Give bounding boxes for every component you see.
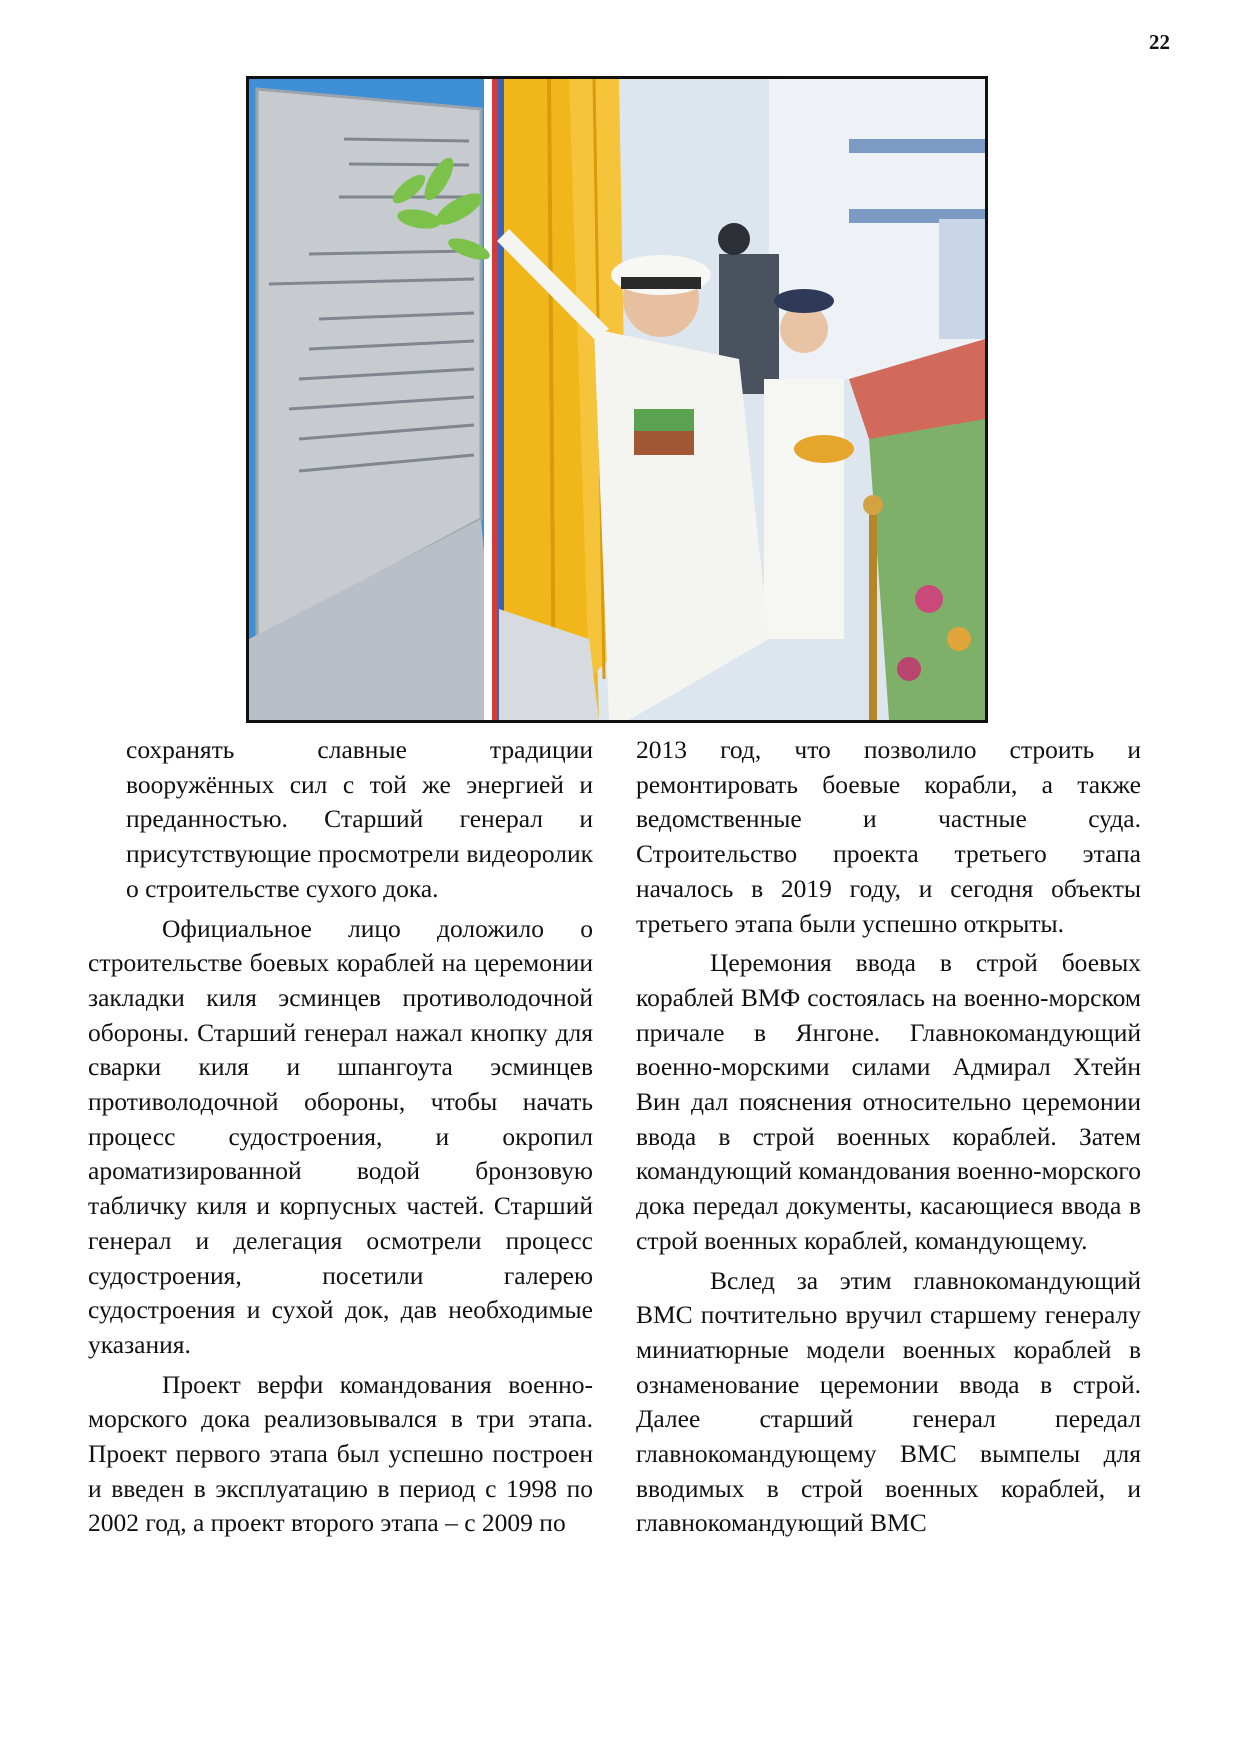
photo-ceremony [246, 76, 988, 723]
paragraph: Официальное лицо доложило о строительстве боевых кораблей на церемонии закладки киля эсминцев противолодочной обороны. Старший генерал нажал кнопку для сварки киля и шпангоута эсминцев противолодочной обороны, чтобы начать процесс судостроения, и окропил ароматизированной водой бронзовую табличку киля и корпусных частей. Старший генерал и делегация осмотрели процесс судостроения, посетили галерею судостроения и сухой док, дав необходимые указания. [88, 913, 593, 1359]
paragraph: Церемония ввода в строй боевых кораблей ВМФ состоялась на военно-морском причале в Янгоне. Главнокомандующий военно-морскими силами Адмирал Хтейн Вин дал пояснения относительно церемонии ввода в строй военных кораблей. Затем командующий командования военно-морского дока передал документы, касающиеся ввода в строй военных кораблей, командующему. [636, 948, 1141, 1255]
text-column-left [88, 733, 593, 1541]
text-column-right [636, 733, 1141, 1541]
page-number: 22 [1149, 30, 1170, 54]
paragraph: Проект верфи командования военно-морского дока реализовывался в три этапа. Проект первого этапа был успешно построен и введен в эксплуатацию в период с 1998 по 2002 год, а проект второго этапа – с 2009 по [88, 1369, 593, 1538]
paragraph: сохранять славные традиции вооружённых сил с той же энергией и преданностью. Старший генерал и присутствующие просмотрели видеоролик о строительстве сухого дока. [126, 735, 593, 903]
paragraph: 2013 год, что позволило строить и ремонтировать боевые корабли, а также ведомственные и частные суда. Строительство проекта третьего этапа началось в 2019 году, и сегодня объекты третьего этапа были успешно открыты. [636, 735, 1141, 938]
paragraph: Вслед за этим главнокомандующий ВМС почтительно вручил старшему генералу миниатюрные модели военных кораблей в ознаменование церемонии ввода в строй. Далее старший генерал передал главнокомандующему ВМС вымпелы для вводимых в строй военных кораблей, и главнокомандующий ВМС [636, 1265, 1141, 1538]
photo-ceremony-image [249, 79, 985, 720]
